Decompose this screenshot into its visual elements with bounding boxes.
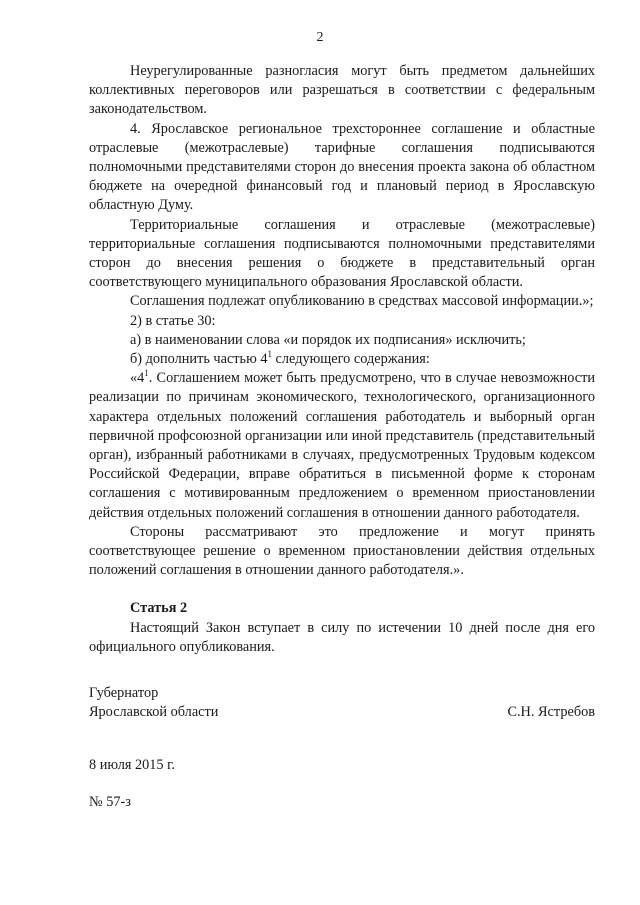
paragraph-subpoint-b-before: б) дополнить частью 4 (130, 351, 268, 368)
paragraph-part-4-1-superscript: 1 (144, 368, 149, 379)
signature-block (89, 684, 595, 722)
paragraph-part-4-1-before: «4 (130, 370, 145, 387)
paragraph-parties-decision: Стороны рассматривают это предложение и могут принять соответствующее решение о временном приостановлении действия отдельных положений соглашения в отношении данного работодателя.». (89, 523, 595, 579)
governor-title: Губернатор (89, 685, 159, 701)
paragraph-part-4-1-after: . Соглашением может быть предусмотрено, что в случае невозможности реализации по причинам экономического, технологического, организационного характера отдельных положений соглашения работодатель и выборный орган первичной профсоюзной организации или иной представитель (представительный орган), избранный работниками в случаях, предусмотренных Трудовым кодексом Российской Федерации, вправе обратиться в письменной форме к сторонам соглашения с мотивированным предложением о временном приостановлении действия отдельных положений соглашения в отношении данного работодателя. (89, 370, 595, 521)
paragraph-territorial-agreements: Территориальные соглашения и отраслевые (межотраслевые) территориальные соглашения подписываются полномочными представителями сторон до внесения решения о бюджете в представительный орган соответствующего муниципального образования Ярославской области. (89, 216, 595, 291)
paragraph-subpoint-b-after: следующего содержания: (271, 351, 430, 368)
governor-name: С.Н. Ястребов (507, 704, 595, 721)
paragraph-subpoint-a: а) в наименовании слова «и порядок их подписания» исключить; (130, 331, 526, 348)
article-2-heading: Статья 2 (130, 600, 188, 617)
paragraph-subpoint-b (89, 350, 595, 369)
paragraph-publication: Соглашения подлежат опубликованию в средствах массовой информации.»; (130, 293, 594, 310)
paragraph-point-4: 4. Ярославское региональное трехстороннее соглашение и областные отраслевые (межотраслевые) тарифные соглашения подписываются полномочными представителями сторон до внесения проекта закона об областном бюджете на очередной финансовый год и плановый период в Ярославскую областную Думу. (89, 120, 595, 214)
law-number: № 57-з (89, 794, 131, 810)
page-number: 2 (316, 30, 324, 45)
document-date: 8 июля 2015 г. (89, 757, 175, 773)
paragraph-subpoint-b-superscript: 1 (267, 349, 272, 360)
article-2-text: Настоящий Закон вступает в силу по истечении 10 дней после дня его официального опубликования. (89, 619, 595, 655)
paragraph-article-30: 2) в статье 30: (130, 312, 216, 329)
document-body (89, 62, 595, 657)
paragraph-unresolved-disagreements: Неурегулированные разногласия могут быть предметом дальнейших коллективных переговоров или разрешаться в соответствии с федеральным законодательством. (89, 63, 595, 118)
region-title: Ярославской области (89, 704, 219, 721)
paragraph-part-4-1 (89, 369, 595, 523)
signature-row (89, 703, 595, 722)
